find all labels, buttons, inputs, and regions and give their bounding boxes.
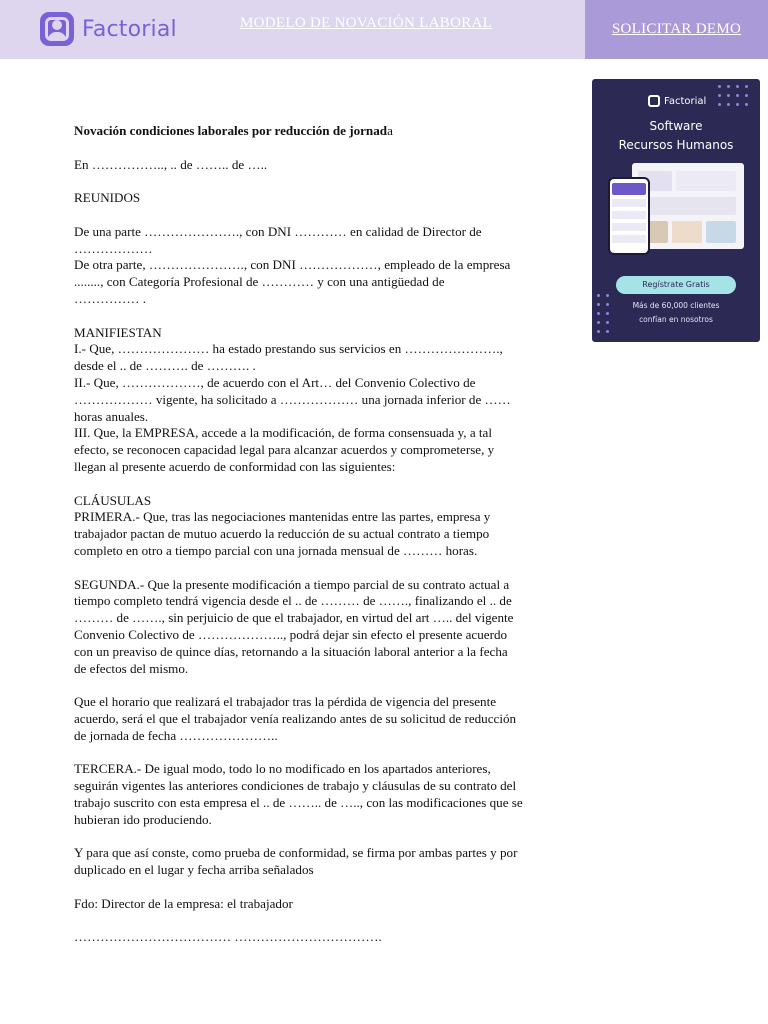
ad-title-line2: Recursos Humanos	[618, 138, 734, 152]
ad-logo-text: Factorial	[664, 95, 707, 107]
ad-dots-top-right	[718, 85, 748, 106]
document-line: tiempo completo tendrá vigencia desde el .. de ……… de ……., finalizando el .. de	[74, 593, 512, 609]
document-line	[74, 560, 614, 577]
ad-title-line1: Software	[649, 119, 703, 133]
document-line	[74, 744, 614, 761]
document-title-bold: Novación condiciones laborales por reducción de jornad	[74, 123, 388, 138]
ad-clients-line1: Más de 60,000 clientes	[632, 301, 720, 310]
document-title	[74, 123, 614, 140]
document-line: ........, con Categoría Profesional de ………… y con una antigüedad de	[74, 274, 445, 290]
document-line: llegan al presente acuerdo de conformidad con las siguientes:	[74, 458, 396, 474]
ad-logo	[648, 95, 706, 107]
document-line: I.- Que, ………………… ha estado prestando sus servicios en ………………….,	[74, 341, 503, 357]
document-line: trabajo suscrito con esta empresa el .. de …….. de ….., con las modificaciones que se	[74, 794, 523, 810]
ad-logo-icon	[648, 95, 660, 107]
document-line: horas anuales.	[74, 408, 149, 424]
document-line: con un preaviso de quince días, retornando a la situación laboral anterior a la fecha	[74, 643, 508, 659]
ad-phone-screen	[608, 177, 650, 255]
request-demo-label: SOLICITAR DEMO	[611, 21, 742, 37]
document-line: ……………………………… …………………………….	[74, 929, 382, 945]
document-line: De una parte …………………., con DNI ………… en calidad de Director de	[74, 223, 482, 239]
document-line: PRIMERA.- Que, tras las negociaciones mantenidas entre las partes, empresa y	[74, 509, 491, 525]
document-body	[74, 123, 614, 946]
logo-text: Factorial	[82, 16, 177, 42]
document-line: Fdo: Director de la empresa: el trabajador	[74, 895, 293, 911]
factorial-logo[interactable]	[40, 12, 177, 46]
document-line: completo en otro a tiempo parcial con una jornada mensual de ……… horas.	[74, 542, 478, 558]
document-line: TERCERA.- De igual modo, todo lo no modificado en los apartados anteriores,	[74, 761, 491, 777]
document-line: Convenio Colectivo de ……………….., podrá dejar sin efecto el presente acuerdo	[74, 626, 508, 642]
site-header	[0, 0, 768, 59]
document-line: efecto, se reconocen capacidad legal para alcanzar acuerdos y comprometerse, y	[74, 442, 495, 458]
document-title-tail: a	[387, 123, 393, 138]
document-line: de efectos del mismo.	[74, 660, 189, 676]
document-line: duplicado en el lugar y fecha arriba señalados	[74, 862, 314, 878]
document-line: ……… de ……., sin perjuicio de que el trabajador, en virtud del art ….. del vigente	[74, 610, 514, 626]
document-line: SEGUNDA.- Que la presente modificación a tiempo parcial de su contrato actual a	[74, 576, 510, 592]
factorial-logo-icon	[40, 12, 74, 46]
document-line: de jornada de fecha …………………..	[74, 727, 278, 743]
document-line	[74, 173, 614, 190]
document-line: ………………	[74, 240, 153, 256]
page-title-link[interactable]: MODELO DE NOVACIÓN LABORAL	[240, 15, 493, 31]
document-line	[74, 476, 614, 493]
document-line	[74, 828, 614, 845]
document-line: trabajador pactan de mutuo acuerdo la reducción de su actual contrato a tiempo	[74, 526, 490, 542]
document-line: desde el .. de ………. de ………. .	[74, 358, 256, 374]
ad-clients-line2: confían en nosotros	[639, 315, 713, 324]
document-lines	[74, 157, 614, 946]
document-line	[74, 879, 614, 896]
document-line: En …………….., .. de …….. de …..	[74, 156, 268, 172]
request-demo-button[interactable]	[585, 0, 768, 59]
document-line	[74, 677, 614, 694]
document-line: CLÁUSULAS	[74, 492, 152, 508]
document-line	[74, 308, 614, 325]
document-line: Y para que así conste, como prueba de conformidad, se firma por ambas partes y por	[74, 845, 518, 861]
ad-banner[interactable]	[592, 79, 760, 342]
ad-app-screenshot	[608, 163, 746, 255]
document-line	[74, 912, 614, 929]
document-line: …………… .	[74, 290, 147, 306]
document-line	[74, 207, 614, 224]
document-line: hubieran ido produciendo.	[74, 811, 212, 827]
document-line: Que el horario que realizará el trabajador tras la pérdida de vigencia del presente	[74, 694, 497, 710]
document-line: II.- Que, ………………, de acuerdo con el Art… del Convenio Colectivo de	[74, 374, 476, 390]
ad-register-button[interactable]: Regístrate Gratis	[616, 276, 736, 294]
document-line: REUNIDOS	[74, 190, 141, 206]
document-line: seguirán vigentes las anteriores condiciones de trabajo y cláusulas de su contrato del	[74, 778, 517, 794]
document-line: MANIFIESTAN	[74, 324, 162, 340]
document-line: De otra parte, …………………., con DNI ………………, empleado de la empresa	[74, 257, 511, 273]
document-line: acuerdo, será el que el trabajador venía realizando antes de su solicitud de reducción	[74, 710, 517, 726]
document-line: ……………… vigente, ha solicitado a ……………… una jornada inferior de ……	[74, 391, 511, 407]
document-line: III. Que, la EMPRESA, accede a la modificación, de forma consensuada y, a tal	[74, 425, 492, 441]
